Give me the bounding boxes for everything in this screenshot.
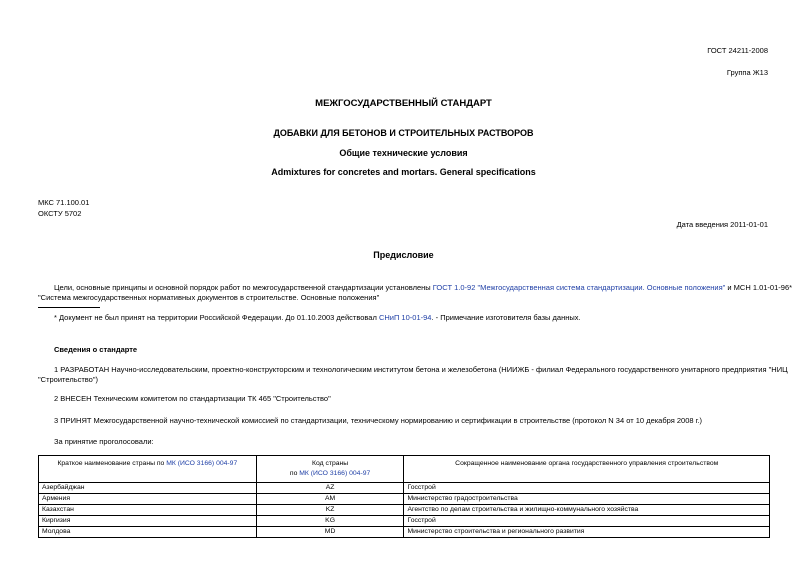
info-heading: Сведения о стандарте: [54, 345, 138, 354]
footnote-text: * Документ не был принят на территории Российской Федерации. До 01.10.2003 действовал: [54, 313, 379, 322]
okstu-code: ОКСТУ 5702: [38, 209, 82, 218]
cell-code: KG: [256, 516, 404, 527]
voted-label: За принятие проголосовали:: [54, 437, 154, 446]
foreword-text: Цели, основные принципы и основной порядок работ по межгосударственной стандартизации установлены: [54, 283, 433, 292]
info-item-1: 1 РАЗРАБОТАН Научно-исследовательским, проектно-конструкторским и технологическим институтом бетона и железобетона (НИИЖБ - филиал Федерального государственного унитарного предприятия "НИЦ: [54, 365, 788, 374]
table-row: [39, 483, 770, 494]
table-row: [39, 505, 770, 516]
table-header-row: [39, 456, 770, 483]
cell-code: KZ: [256, 505, 404, 516]
mk-iso-link-2[interactable]: МК (ИСО 3166) 004-97: [299, 470, 371, 477]
gost-1-0-92-link[interactable]: ГОСТ 1.0-92 "Межгосударственная система стандартизации. Основные положения": [432, 283, 726, 292]
foreword-text-end: и МСН 1.01-01-96*: [725, 283, 793, 292]
info-item-3: 3 ПРИНЯТ Межгосударственной научно-технической комиссией по стандартизации, техническому нормированию и сертификации в строительстве (протокол N 34 от 10 декабря 2008 г.): [54, 416, 703, 425]
cell-code: MD: [256, 527, 404, 538]
footnote-divider: [38, 307, 100, 308]
cell-code: AM: [256, 494, 404, 505]
cell-code: AZ: [256, 483, 404, 494]
cell-authority: Министерство градостроительства: [404, 494, 770, 505]
document-title-en: Admixtures for concretes and mortars. General specifications: [271, 167, 536, 177]
footnote: [54, 313, 581, 322]
table-row: [39, 494, 770, 505]
snip-10-01-94-link[interactable]: СНиП 10-01-94: [378, 313, 432, 322]
mks-code: МКС 71.100.01: [38, 198, 90, 207]
header-code-prefix: по: [289, 470, 300, 477]
cell-authority: Госстрой: [404, 516, 770, 527]
header-country: [39, 456, 257, 483]
table-row: [39, 516, 770, 527]
header-country-text: Краткое наименование страны по: [57, 460, 167, 467]
info-item-2: 2 ВНЕСЕН Техническим комитетом по стандартизации ТК 465 "Строительство": [54, 394, 331, 403]
cell-country: Молдова: [39, 527, 257, 538]
cell-country: Киргизия: [39, 516, 257, 527]
info-item-1-cont: "Строительство"): [38, 375, 99, 384]
foreword-heading: Предисловие: [373, 250, 434, 260]
foreword-paragraph-line2: "Система межгосударственных нормативных документов в строительстве. Основные положения": [38, 293, 380, 302]
countries-table: [38, 455, 770, 538]
cell-country: Азербайджан: [39, 483, 257, 494]
table-row: [39, 527, 770, 538]
standard-type-title: МЕЖГОСУДАРСТВЕННЫЙ СТАНДАРТ: [315, 98, 492, 109]
group-label: Группа Ж13: [726, 68, 768, 77]
mk-iso-link[interactable]: МК (ИСО 3166) 004-97: [166, 460, 238, 467]
document-subtitle: Общие технические условия: [339, 148, 468, 158]
header-code: [256, 456, 404, 483]
cell-country: Казахстан: [39, 505, 257, 516]
cell-authority: Министерство строительства и регионального развития: [404, 527, 770, 538]
document-title: ДОБАВКИ ДЛЯ БЕТОНОВ И СТРОИТЕЛЬНЫХ РАСТВОРОВ: [273, 128, 534, 138]
foreword-paragraph: [54, 283, 792, 292]
header-authority: Сокращенное наименование органа государственного управления строительством: [404, 456, 770, 483]
intro-date: Дата введения 2011-01-01: [676, 220, 768, 229]
cell-authority: Агентство по делам строительства и жилищно-коммунального хозяйства: [404, 505, 770, 516]
header-code-text: Код страны: [312, 460, 349, 467]
cell-authority: Госстрой: [404, 483, 770, 494]
cell-country: Армения: [39, 494, 257, 505]
footnote-text-end: . - Примечание изготовителя базы данных.: [431, 313, 581, 322]
gost-number: ГОСТ 24211-2008: [707, 46, 768, 55]
